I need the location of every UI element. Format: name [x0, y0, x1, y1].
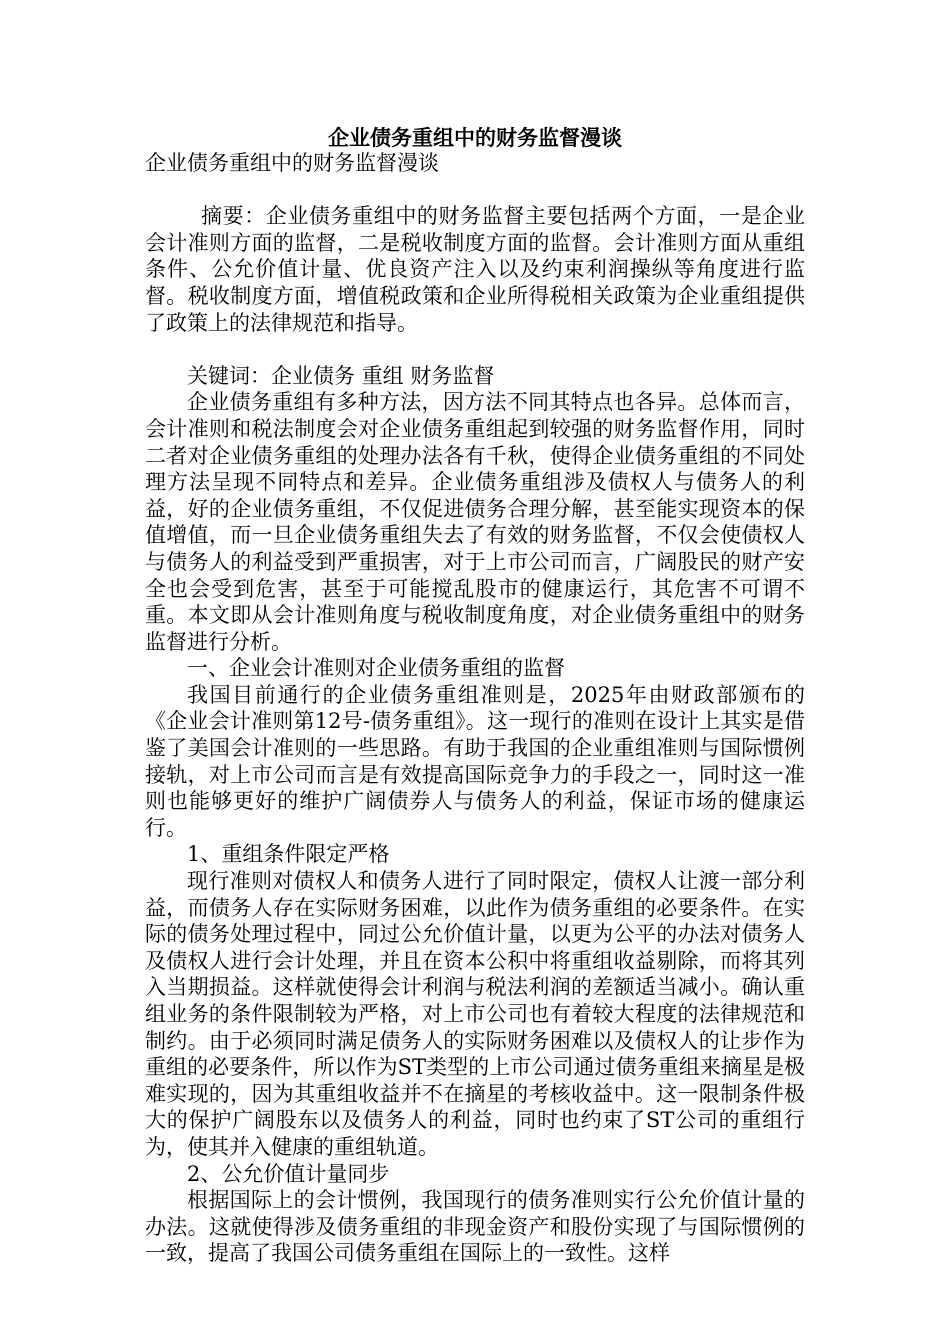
section-heading: 一、企业会计准则对企业债务重组的监督 — [187, 656, 565, 681]
blank-line — [145, 177, 805, 204]
keywords-line: 关键词：企业债务 重组 财务监督 — [187, 363, 495, 388]
intro-paragraph: 企业债务重组有多种方法，因方法不同其特点也各异。总体而言，会计准则和税法制度会对企业债务重组起到较强的财务监督作用，同时二者对企业债务重组的处理办法各有千秋，使得企业债务重组的不同处理方法呈现不同特点和差异。企业债务重组涉及债权人与债务人的利益，好的企业债务重组，不仅促进债务合理分解，甚至能实现资本的保值增值，而一旦企业债务重组失去了有效的财务监督，不仅会使债权人与债务人的利益受到严重损害，对于上市公司而言，广阔股民的财产安全也会受到危害，甚至于可能搅乱股市的健康运行，其危害不可谓不重。本文即从会计准则角度与税收制度角度，对企业债务重组中的财务监督进行分析。 — [145, 390, 805, 654]
subsection-paragraph: 现行准则对债权人和债务人进行了同时限定，债权人让渡一部分利益，而债务人存在实际财务困难，以此作为债务重组的必要条件。在实际的债务处理过程中，同过公允价值计量，以更为公平的办法对债务人及债权人进行会计处理，并且在资本公积中将重组收益剔除，而将其列入当期损益。这样就使得会计利润与税法利润的差额适当减小。确认重组业务的条件限制较为严格，对上市公司也有着较大程度的法律规范和制约。由于必须同时满足债务人的实际财务困难以及债权人的让步作为重组的必要条件，所以作为ST类型的上市公司通过债务重组来摘星是极难实现的，因为其重组收益并不在摘星的考核收益中。这一限制条件极大的保护广阔股东以及债务人的利益，同时也约束了ST公司的重组行为，使其并入健康的重组轨道。 — [145, 869, 805, 1159]
blank-line — [145, 336, 805, 363]
subsection-paragraph: 根据国际上的会计惯例，我国现行的债务准则实行公允价值计量的办法。这就使得涉及债务重组的非现金资产和股份实现了与国际惯例的一致，提高了我国公司债务重组在国际上的一致性。这样 — [145, 1188, 805, 1266]
subsection-heading: 1、重组条件限定严格 — [187, 842, 390, 867]
document-title: 企业债务重组中的财务监督漫谈 — [328, 125, 622, 150]
subsection-heading: 2、公允价值计量同步 — [187, 1161, 390, 1186]
section-paragraph: 我国目前通行的企业债务重组准则是，2025年由财政部颁布的《企业会计准则第12号-债务重组》。这一现行的准则在设计上其实是借鉴了美国会计准则的一些思路。有助于我国的企业重组准则与国际惯例接轨，对上市公司而言是有效提高国际竞争力的手段之一，同时这一准则也能够更好的维护广阔债券人与债务人的利益，保证市场的健康运行。 — [145, 682, 805, 840]
abstract-paragraph: 摘要：企业债务重组中的财务监督主要包括两个方面，一是企业会计准则方面的监督，二是税收制度方面的监督。会计准则方面从重组条件、公允价值计量、优良资产注入以及约束利润操纵等角度进行监督。税收制度方面，增值税政策和企业所得税相关政策为企业重组提供了政策上的法律规范和指导。 — [145, 204, 805, 335]
document-body — [145, 150, 805, 1267]
document-subtitle: 企业债务重组中的财务监督漫谈 — [145, 151, 439, 175]
